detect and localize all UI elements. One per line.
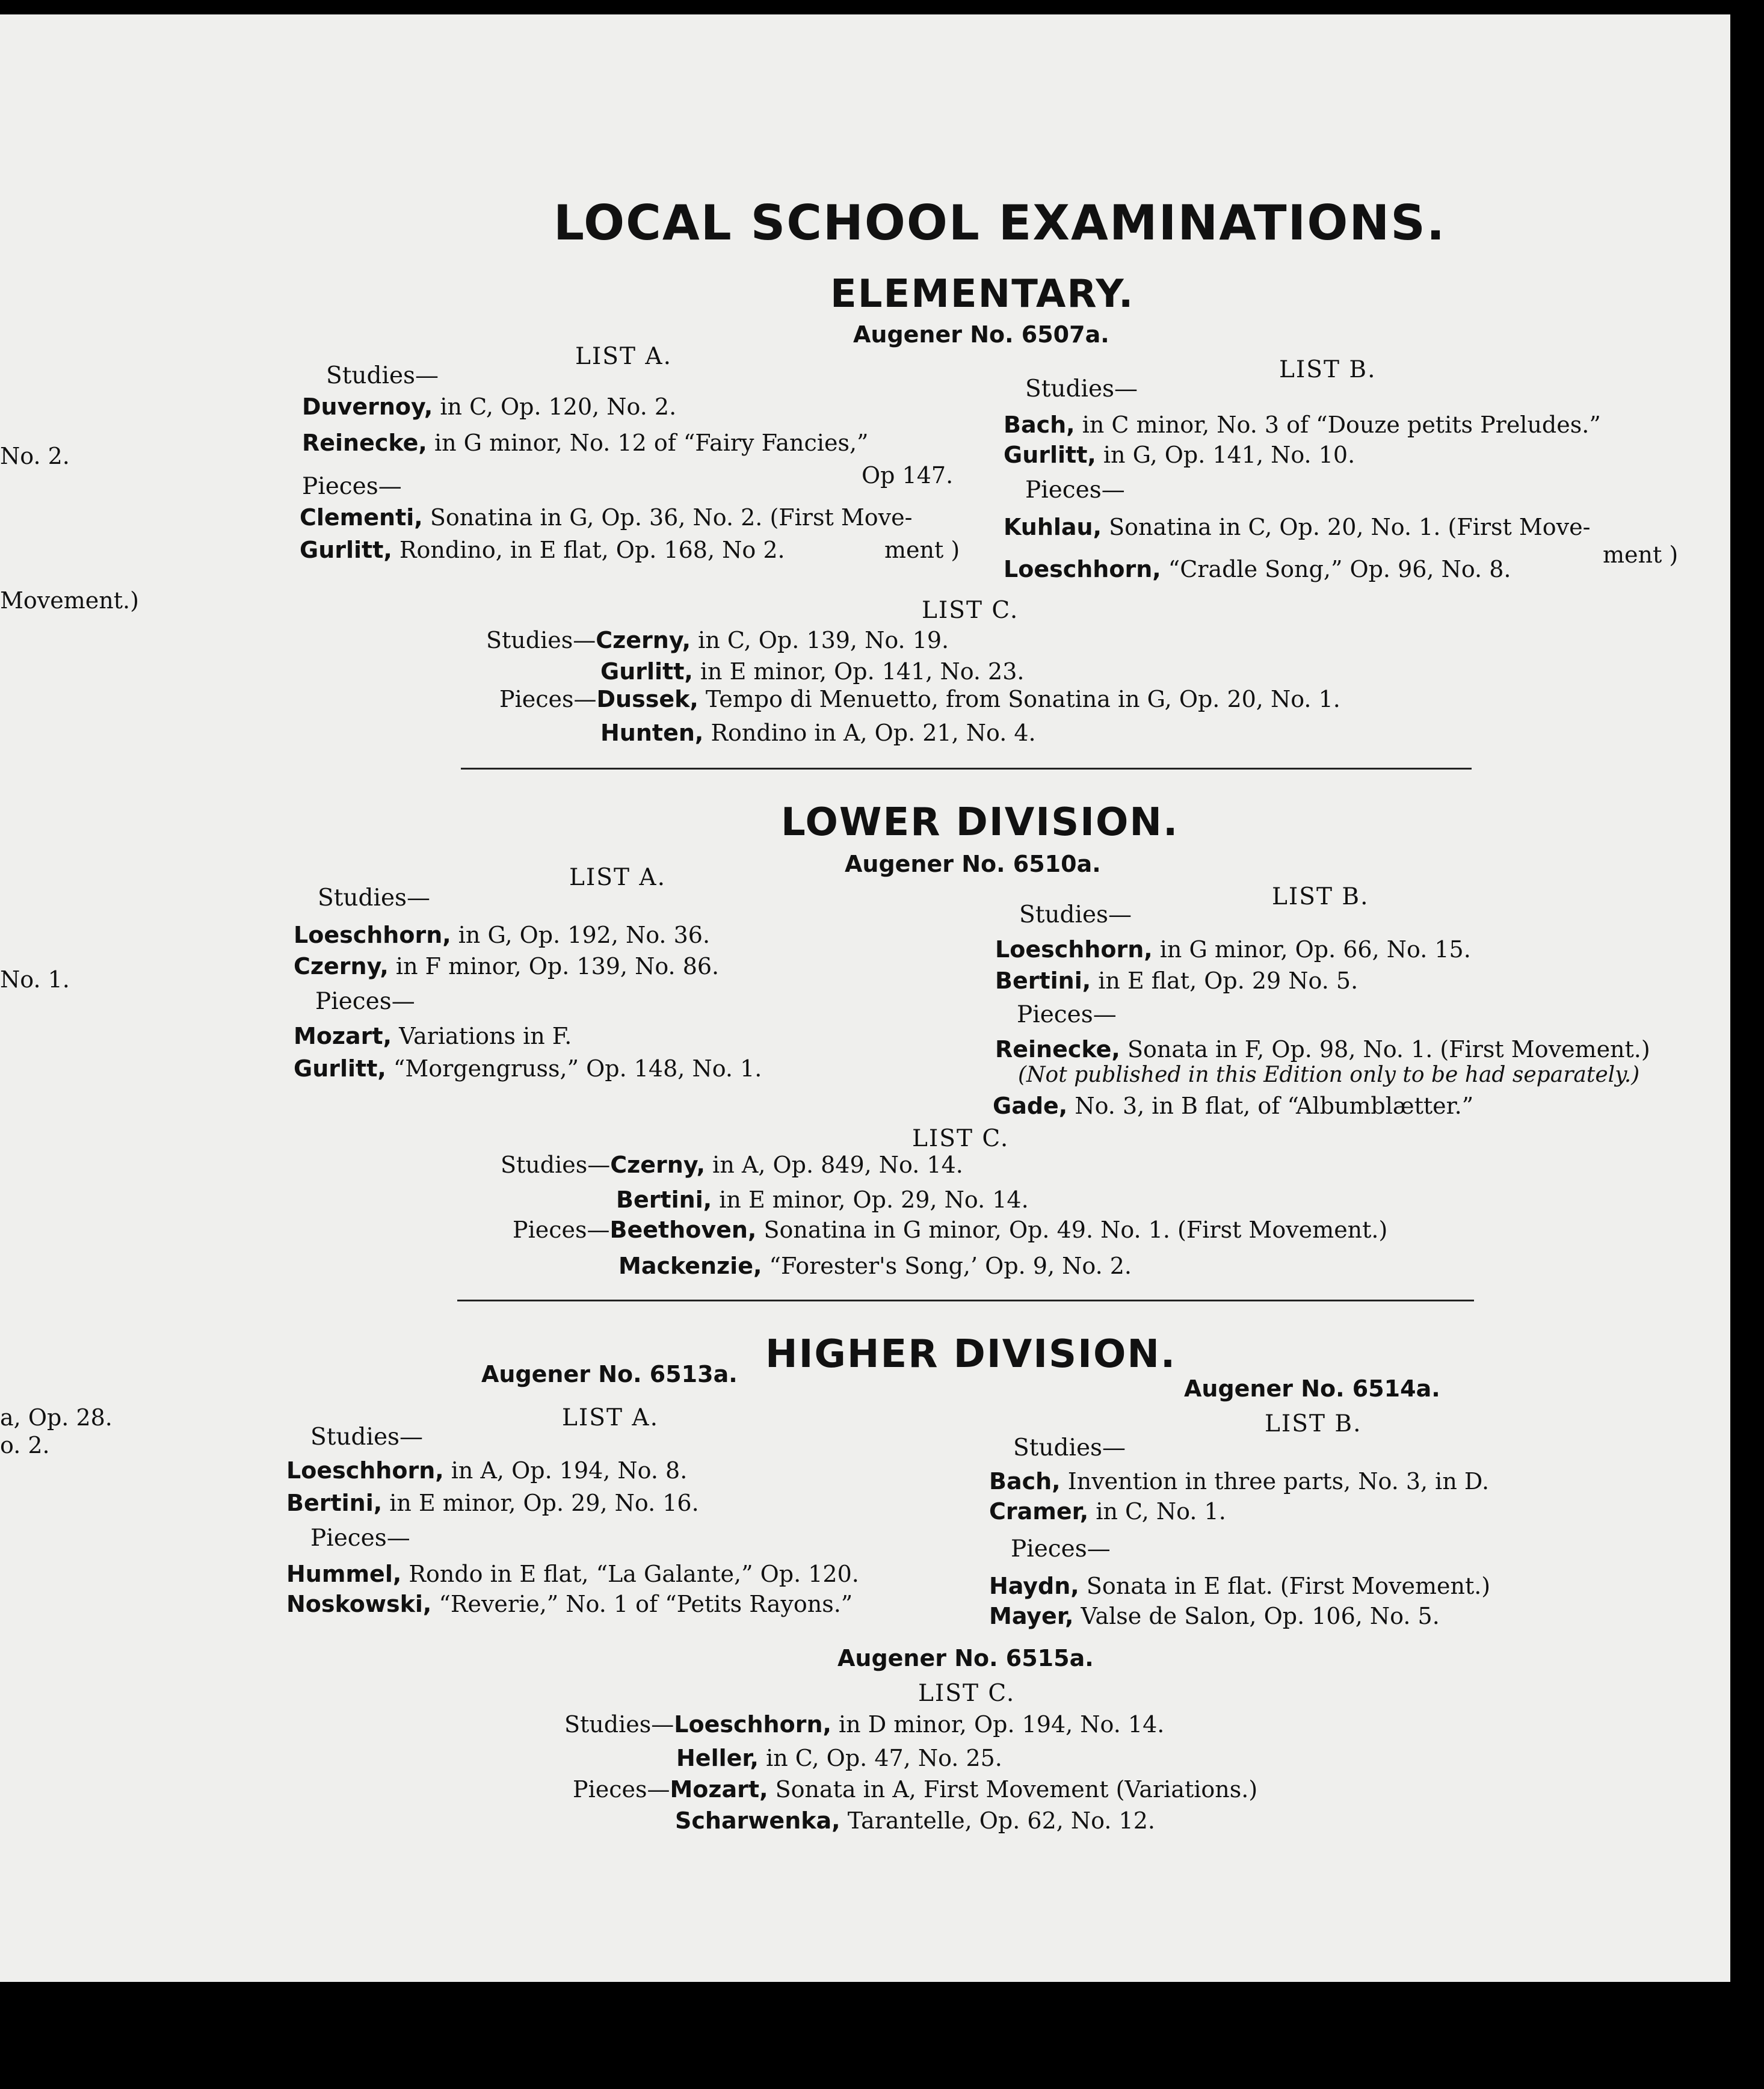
study-entry: Duvernoy, in C, Op. 120, No. 2. bbox=[302, 393, 677, 420]
piece-entry: Kuhlau, Sonatina in C, Op. 20, No. 1. (First Move- bbox=[1004, 514, 1591, 540]
study-entry: Gurlitt, in G, Op. 141, No. 10. bbox=[1004, 442, 1355, 468]
list-b-heading: LIST B. bbox=[1265, 1410, 1362, 1437]
study-entry: Studies—Czerny, in C, Op. 139, No. 19. bbox=[486, 627, 949, 653]
piece-entry: Pieces—Mozart, Sonata in A, First Movement (Variations.) bbox=[573, 1776, 1258, 1803]
list-c-heading: LIST C. bbox=[922, 597, 1019, 624]
edition-note: (Not published in this Edition only to be had separately.) bbox=[1018, 1063, 1640, 1087]
margin-fragment: o. 2. bbox=[0, 1432, 50, 1458]
pieces-label: Pieces— bbox=[302, 473, 402, 500]
piece-entry: Loeschhorn, “Cradle Song,” Op. 96, No. 8. bbox=[1004, 556, 1511, 582]
list-a-heading: LIST A. bbox=[575, 343, 672, 370]
augener-number: Augener No. 6510a. bbox=[845, 851, 1101, 877]
margin-fragment: a, Op. 28. bbox=[0, 1404, 113, 1431]
section-heading-higher-division: HIGHER DIVISION. bbox=[765, 1332, 1177, 1377]
study-entry: Gurlitt, in E minor, Op. 141, No. 23. bbox=[600, 658, 1025, 685]
study-entry: Studies—Loeschhorn, in D minor, Op. 194, No. 14. bbox=[564, 1711, 1165, 1738]
piece-entry: Hunten, Rondino in A, Op. 21, No. 4. bbox=[600, 720, 1036, 746]
study-entry: Bertini, in E flat, Op. 29 No. 5. bbox=[995, 967, 1358, 994]
section-divider bbox=[457, 1300, 1474, 1301]
piece-entry: Gurlitt, Rondino, in E flat, Op. 168, No 2. bbox=[300, 537, 785, 563]
study-entry: Bach, Invention in three parts, No. 3, in D. bbox=[989, 1468, 1490, 1495]
margin-fragment: No. 2. bbox=[0, 443, 70, 469]
studies-label: Studies— bbox=[310, 1424, 424, 1451]
list-b-heading: LIST B. bbox=[1272, 883, 1369, 910]
study-entry: Studies—Czerny, in A, Op. 849, No. 14. bbox=[501, 1152, 963, 1178]
piece-entry: Mozart, Variations in F. bbox=[294, 1023, 572, 1049]
study-entry: Reinecke, in G minor, No. 12 of “Fairy Fancies,” bbox=[302, 430, 869, 456]
pieces-label: Pieces— bbox=[310, 1525, 410, 1552]
studies-label: Studies— bbox=[1019, 901, 1132, 928]
study-entry: Loeschhorn, in G, Op. 192, No. 36. bbox=[294, 922, 711, 948]
studies-label: Studies— bbox=[1025, 375, 1138, 403]
list-b-heading: LIST B. bbox=[1279, 356, 1377, 383]
piece-entry: Haydn, Sonata in E flat. (First Movement.) bbox=[989, 1573, 1491, 1599]
studies-label: Studies— bbox=[1013, 1434, 1126, 1461]
piece-entry: Mayer, Valse de Salon, Op. 106, No. 5. bbox=[989, 1603, 1440, 1629]
augener-number: Augener No. 6514a. bbox=[1184, 1375, 1440, 1402]
study-entry: Bertini, in E minor, Op. 29, No. 14. bbox=[616, 1186, 1029, 1213]
study-entry: Czerny, in F minor, Op. 139, No. 86. bbox=[294, 953, 720, 980]
studies-label: Studies— bbox=[326, 362, 439, 389]
study-entry-continuation: Op 147. bbox=[862, 462, 954, 489]
page-title: LOCAL SCHOOL EXAMINATIONS. bbox=[554, 195, 1446, 251]
scan-border bbox=[0, 1982, 1764, 2089]
studies-label: Studies— bbox=[318, 884, 431, 912]
margin-fragment: Movement.) bbox=[0, 587, 139, 614]
piece-entry: Noskowski, “Reverie,” No. 1 of “Petits Rayons.” bbox=[286, 1591, 853, 1617]
augener-number: Augener No. 6507a. bbox=[853, 321, 1109, 348]
piece-entry: Gade, No. 3, in B flat, of “Albumblætter.” bbox=[993, 1093, 1474, 1119]
augener-number: Augener No. 6515a. bbox=[837, 1645, 1094, 1671]
margin-fragment: No. 1. bbox=[0, 966, 70, 993]
pieces-label: Pieces— bbox=[1025, 477, 1125, 504]
document-page bbox=[0, 14, 1730, 1982]
list-a-heading: LIST A. bbox=[562, 1404, 659, 1431]
list-c-heading: LIST C. bbox=[912, 1125, 1010, 1152]
augener-number: Augener No. 6513a. bbox=[481, 1361, 738, 1387]
section-heading-lower-division: LOWER DIVISION. bbox=[781, 800, 1179, 845]
study-entry: Bertini, in E minor, Op. 29, No. 16. bbox=[286, 1490, 699, 1516]
piece-entry: Pieces—Dussek, Tempo di Menuetto, from Sonatina in G, Op. 20, No. 1. bbox=[499, 686, 1340, 712]
pieces-label: Pieces— bbox=[1011, 1535, 1111, 1563]
pieces-label: Pieces— bbox=[315, 988, 415, 1015]
study-entry: Loeschhorn, in G minor, Op. 66, No. 15. bbox=[995, 936, 1471, 963]
study-entry: Cramer, in C, No. 1. bbox=[989, 1498, 1226, 1525]
list-a-heading: LIST A. bbox=[569, 864, 666, 891]
piece-entry: Scharwenka, Tarantelle, Op. 62, No. 12. bbox=[675, 1807, 1155, 1834]
piece-entry: Clementi, Sonatina in G, Op. 36, No. 2. (First Move- bbox=[300, 504, 913, 531]
piece-entry: Pieces—Beethoven, Sonatina in G minor, Op. 49. No. 1. (First Movement.) bbox=[513, 1217, 1388, 1243]
pieces-label: Pieces— bbox=[1017, 1001, 1117, 1028]
piece-entry: Mackenzie, “Forester's Song,’ Op. 9, No. 2. bbox=[618, 1253, 1132, 1279]
study-entry: Loeschhorn, in A, Op. 194, No. 8. bbox=[286, 1457, 688, 1484]
study-entry: Heller, in C, Op. 47, No. 25. bbox=[676, 1745, 1002, 1771]
piece-entry: Reinecke, Sonata in F, Op. 98, No. 1. (First Movement.) bbox=[995, 1036, 1650, 1063]
piece-entry-continuation: ment ) bbox=[884, 537, 960, 563]
section-heading-elementary: ELEMENTARY. bbox=[830, 272, 1135, 316]
list-c-heading: LIST C. bbox=[918, 1680, 1016, 1707]
piece-entry: Gurlitt, “Morgengruss,” Op. 148, No. 1. bbox=[294, 1055, 762, 1082]
piece-entry-continuation: ment ) bbox=[1603, 542, 1679, 568]
study-entry: Bach, in C minor, No. 3 of “Douze petits Preludes.” bbox=[1004, 412, 1601, 438]
section-divider bbox=[461, 768, 1472, 770]
piece-entry: Hummel, Rondo in E flat, “La Galante,” Op. 120. bbox=[286, 1561, 859, 1587]
